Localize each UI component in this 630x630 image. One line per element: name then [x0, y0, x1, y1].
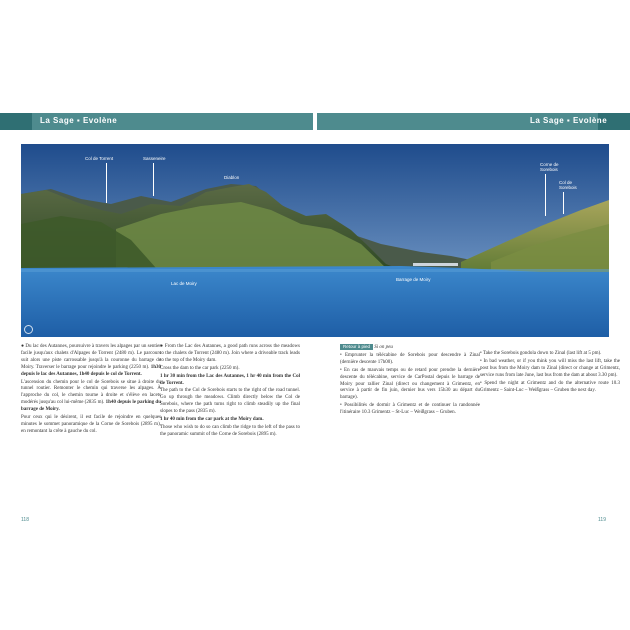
paragraph: Those who wish to do so can climb the ridge to the left of the pass to the panoramic summit of the Corne de Sorebois (2895 m).	[160, 424, 300, 437]
panorama-photo	[21, 144, 609, 337]
paragraph: • Spend the night at Grimentz and do the alternative route 10.3 Grimentz – Saint-Luc – Weißgrass – Gruben the next day.	[480, 380, 620, 393]
pointer-line-col-de-torrent	[106, 163, 107, 203]
paragraph: • Take the Sorebois gondola down to Zinal (last lift at 5 pm).	[480, 351, 602, 356]
panorama-illustration	[21, 144, 609, 337]
paragraph: • In bad weather, or if you think you will miss the last lift, take the post bus from the Moiry dam to Zinal (direct or change at Grimentz, service runs from late June, last bus from the dam at about 3.30 pm).	[480, 358, 620, 378]
label-col-de-sorebois: Col de Sorebois	[559, 180, 577, 190]
paragraph: ● From the Lac des Autannes, a good path runs across the meadows to the chalets de Torrent (2480 m). Join where a driveable track leads to the top of the Moiry dam.	[160, 344, 300, 363]
paragraph: Cross the dam to the car park (2250 m).	[160, 365, 240, 371]
box-title: Retour à pied	[340, 344, 373, 350]
label-corne-de-sorebois: Corne de Sorebois	[540, 162, 559, 172]
running-head-right: La Sage ▪ Evolène	[530, 116, 608, 125]
header-tab-left	[0, 113, 32, 130]
paragraph: The path to the Col de Sorebois starts to the right of the road tunnel. Go up through the meadows. Climb directly below the Col de Sorebois, where the path turns right to climb steadily up the final slopes to the pass (2835 m).	[160, 388, 300, 415]
paragraph: • Possibilités de dormir à Grimentz et de continuer la randonnée l'itinéraire 10.3 Grimentz – St-Luc – Weißgrass – Gruben.	[340, 403, 480, 416]
paragraph: ● Du lac des Autannes, poursuivre à travers les alpages par un sentier facile jusqu'aux chalets d'Alpages de Torrent (2480 m). Le parcours suit alors une piste carrossable jusqu'à la couronne du barrage de Moiry. Traverser le barrage pour rejoindre le parking (2250 m). 1h30 depuis le lac des Autannes, 1h40 depuis le col de Torrent.	[21, 344, 162, 377]
photo-credit-icon	[24, 325, 33, 334]
column-english-route	[160, 344, 300, 440]
column-french-return	[340, 344, 480, 418]
box-subtitle: Si on peu	[374, 345, 393, 350]
label-barrage-de-moiry: Barrage de Moiry	[396, 277, 431, 282]
label-lac-de-moiry: Lac de Moiry	[171, 281, 197, 286]
paragraph: • Emprunter la télécabine de Sorebois pour descendre à Zinal (dernière descente 17h00).	[340, 352, 480, 365]
label-col-de-torrent: Col de Torrent	[85, 156, 114, 161]
page-number-right: 119	[598, 517, 606, 523]
column-english-return	[480, 351, 620, 395]
paragraph: Pour ceux qui le désirent, il est facile de rejoindre en quelques minutes le sommet panoramique de la Corne de Sorebois (2895 m), en remontant la crête à gauche du col.	[21, 415, 161, 434]
label-sasseneire: Sasseneire	[143, 156, 166, 161]
paragraph: • En cas de mauvais temps ou de retard pour prendre la dernière descente du télécabine, service de CarPostal depuis le barrage de Moiry pour rallier Zinal (direct ou changement à Grimentz, en service à partir de fin juin, dernier bus vers 15h30 au départ du barrage).	[340, 367, 480, 401]
column-french-route	[21, 344, 161, 437]
label-diablon: Diablon	[224, 175, 240, 180]
paragraph: 1 hr 30 min from the Lac des Autannes, 1 hr 40 min from the Col de Torrent.	[160, 373, 300, 386]
page-number-left: 118	[21, 517, 29, 523]
running-head-left: La Sage ▪ Evolène	[40, 116, 118, 125]
paragraph: 1 hr 40 min from the car park at the Moiry dam.	[160, 417, 264, 423]
pointer-line-sasseneire	[153, 163, 154, 196]
box-heading	[340, 344, 480, 352]
pointer-line-col-de-sorebois	[563, 192, 564, 214]
paragraph: L'ascension du chemin pour le col de Sorebois se situe à droite du tunnel routier. Remonter le chemin qui traverse les alpages. À l'approche du col, le chemin tourne à droite et s'élève en lacets modérés jusqu'au col lui-même (2835 m). 1h40 depuis le parking du barrage de Moiry.	[21, 379, 161, 413]
pointer-line-corne-de-sorebois	[545, 174, 546, 216]
